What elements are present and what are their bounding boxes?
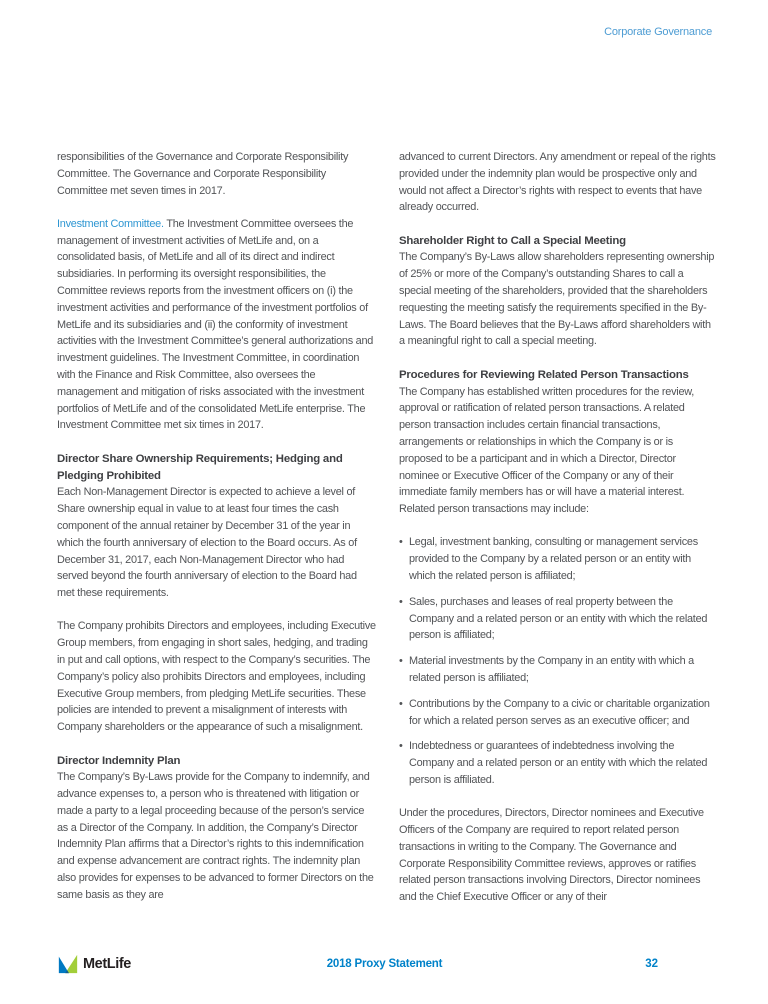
body-paragraph: The Company’s By-Laws provide for the Company to indemnify, and advance expenses to, a person who is threatened with litigation or made a party to a legal proceeding because of the person’s service as a Director of the Company. In addition, the Company’s Director Indemnity Plan affirms that a Director’s rights to this indemnification and expense advancement are contract rights. The indemnity plan also provides for expenses to be advanced to former Directors on the same basis as they are xyxy=(57,771,374,901)
bullet-item: • Legal, investment banking, consulting or management services provided to the Company by a related person or an entity with which the related person is affiliated; xyxy=(399,534,718,584)
bullet-item: • Indebtedness or guarantees of indebtedness involving the Company and a related person or an entity with which the related person is affiliated. xyxy=(399,738,718,788)
body-paragraph: Under the procedures, Directors, Director nominees and Executive Officers of the Company are required to report related person transactions in writing to the Company. The Governance and Corporate Responsibility Committee reviews, approves or ratifies related person transactions involving Directors, Director nominees and the Chief Executive Officer or any of their xyxy=(399,807,704,904)
body-paragraph: The Company has established written procedures for the review, approval or ratification of related person transactions. A related person transaction includes certain financial transactions, arrangements or relationships in which the Company is or is proposed to be a participant and in which a Director, Director nominee or Executive Officer of the Company or any of their immediate family members has or will have a material interest. Related person transactions may include: xyxy=(399,385,695,516)
page-footer xyxy=(57,951,712,981)
page-number: 32 xyxy=(645,958,658,970)
footer-document-title: 2018 Proxy Statement xyxy=(326,958,443,970)
bullet-item: • Material investments by the Company in an entity with which a related person is affiliated; xyxy=(399,653,718,687)
section-heading: Shareholder Right to Call a Special Meeting xyxy=(399,234,626,247)
bullet-item: • Contributions by the Company to a civic or charitable organization for which a related person serves as an executive officer; and xyxy=(399,696,718,730)
body-paragraph xyxy=(57,216,376,434)
section-heading: Director Indemnity Plan xyxy=(57,754,181,767)
left-column xyxy=(57,149,376,906)
page-content xyxy=(57,149,718,906)
section-label: Corporate Governance xyxy=(604,26,712,38)
bullet-list xyxy=(399,534,718,788)
section-heading: Procedures for Reviewing Related Person Transactions xyxy=(399,368,689,381)
bullet-item: • Sales, purchases and leases of real property between the Company and a related person or an entity with which the related person is affiliated; xyxy=(399,594,718,644)
paragraph-text: The Investment Committee oversees the management of investment activities of MetLife and, on a consolidated basis, of MetLife and all of its direct and indirect subsidiaries. In performing its oversight responsibilities, the Committee reviews reports from the investment officers on (i) the investment activities and performance of the investment portfolios of MetLife and its subsidiaries and (ii) the conformity of investment activities with the Investment Committee’s general authorizations and investment guidelines. The Investment Committee, in coordination with the Finance and Risk Committee, also oversees the management and mitigation of risks associated with the investment portfolios of MetLife and of the consolidated MetLife enterprise. The Investment Committee met six times in 2017. xyxy=(57,217,374,432)
brand-wordmark: MetLife xyxy=(83,956,131,972)
right-column xyxy=(399,149,718,906)
body-paragraph: advanced to current Directors. Any amendment or repeal of the rights provided under the indemnity plan would be prospective only and would not affect a Director’s rights with respect to events that have already occurred. xyxy=(399,151,716,214)
body-paragraph: The Company prohibits Directors and employees, including Executive Group members, from engaging in short sales, hedging, and trading in put and call options, with respect to the Company’s securities. The Company’s policy also prohibits Directors and employees, including Executive Group members, from pledging MetLife securities. These policies are intended to prevent a misalignment of interests with Company shareholders or the appearance of such a misalignment. xyxy=(57,620,376,734)
body-paragraph: responsibilities of the Governance and Corporate Responsibility Committee. The Governance and Corporate Responsibility Committee met seven times in 2017. xyxy=(57,151,349,197)
body-paragraph: Each Non-Management Director is expected to achieve a level of Share ownership equal in value to at least four times the cash component of the annual retainer by December 31 of the year in which the fourth anniversary of election to the Board occurs. As of December 31, 2017, each Non-Management Director who had served beyond the fourth anniversary of election to the Board had met these requirements. xyxy=(57,486,357,600)
section-heading: Director Share Ownership Requirements; Hedging and Pledging Prohibited xyxy=(57,452,343,482)
body-paragraph: The Company’s By-Laws allow shareholders representing ownership of 25% or more of the Company’s outstanding Shares to call a special meeting of the shareholders, provided that the shareholders requesting the meeting satisfy the requirements specified in the By-Laws. The Board believes that the By-Laws afford shareholders with a meaningful right to call a special meeting. xyxy=(399,251,715,348)
paragraph-lead-in: Investment Committee. xyxy=(57,217,164,230)
